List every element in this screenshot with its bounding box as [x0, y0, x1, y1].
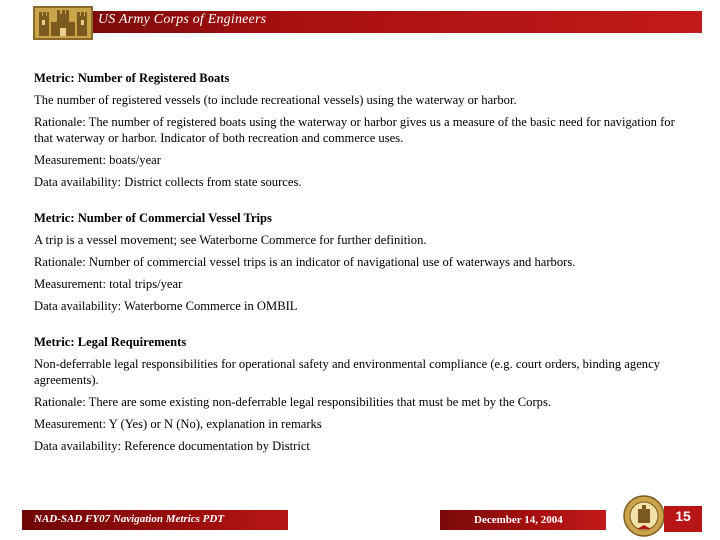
header-title: US Army Corps of Engineers — [98, 12, 267, 27]
metric-description: The number of registered vessels (to include recreational vessels) using the waterway or harbor. — [34, 93, 517, 107]
metric-availability: Data availability: District collects from state sources. — [34, 175, 302, 189]
metric-availability: Data availability: Waterborne Commerce in OMBIL — [34, 299, 298, 313]
metric-measurement: Measurement: boats/year — [34, 153, 161, 167]
metric-section — [34, 70, 694, 190]
metric-rationale: Rationale: Number of commercial vessel trips is an indicator of navigational use of waterways and harbors. — [34, 255, 576, 269]
metric-section — [34, 334, 694, 454]
castle-logo-icon — [33, 6, 93, 40]
metric-measurement: Measurement: total trips/year — [34, 277, 183, 291]
footer-date: December 14, 2004 — [474, 514, 563, 526]
metric-title: Metric: Legal Requirements — [34, 335, 187, 349]
metric-description: Non-deferrable legal responsibilities for operational safety and environmental compliance (e.g. court orders, binding agency agreements). — [34, 357, 660, 387]
metric-rationale: Rationale: There are some existing non-deferrable legal responsibilities that must be met by the Corps. — [34, 395, 552, 409]
metric-rationale: Rationale: The number of registered boats using the waterway or harbor gives us a measure of the basic need for navigation for that waterway or harbor. Indicator of both recreation and commerce uses. — [34, 115, 675, 145]
metric-title: Metric: Number of Commercial Vessel Trips — [34, 211, 272, 225]
footer-title: NAD-SAD FY07 Navigation Metrics PDT — [34, 513, 225, 525]
metric-availability: Data availability: Reference documentation by District — [34, 439, 310, 453]
metric-description: A trip is a vessel movement; see Waterborne Commerce for further definition. — [34, 233, 427, 247]
metrics-content — [34, 70, 694, 474]
metric-title: Metric: Number of Registered Boats — [34, 71, 230, 85]
metric-measurement: Measurement: Y (Yes) or N (No), explanation in remarks — [34, 417, 322, 431]
page-number: 15 — [675, 508, 691, 524]
army-seal-icon — [623, 495, 665, 537]
metric-section — [34, 210, 694, 314]
